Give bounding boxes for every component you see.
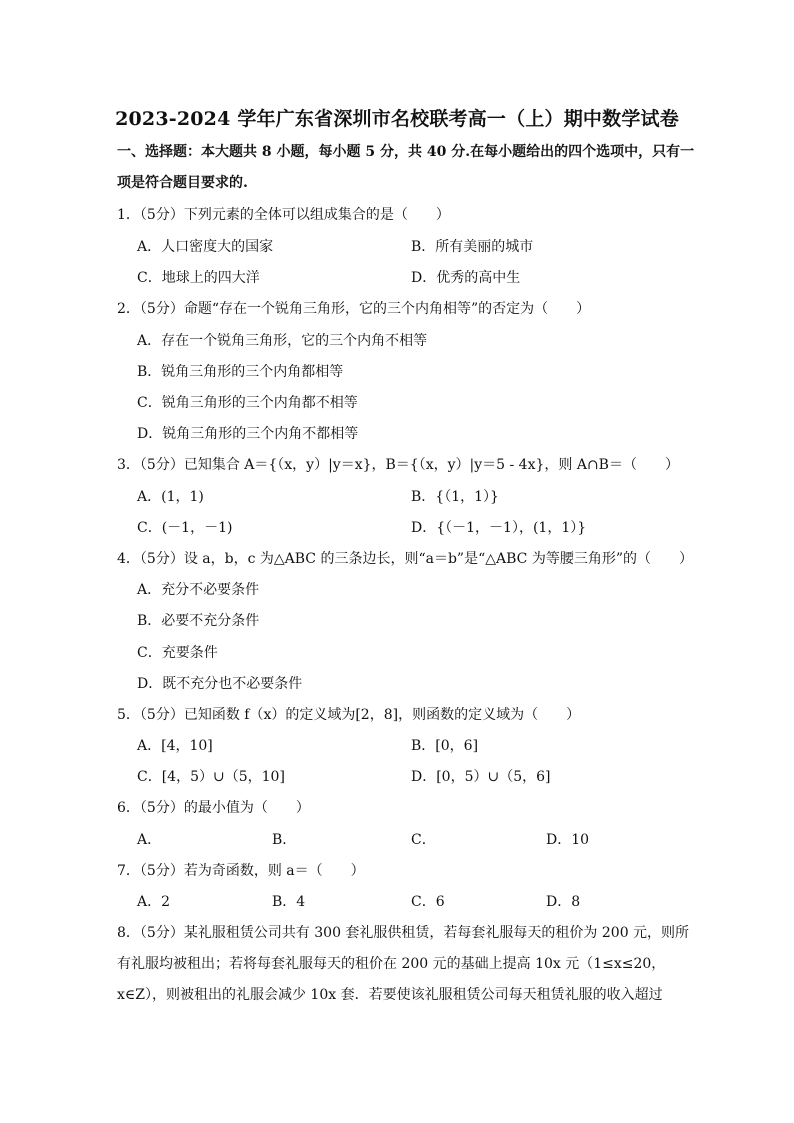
question-5-option-c: C．[4，5）∪（5，10] (137, 769, 285, 785)
question-5-stem: 5．（5分）已知函数 f（x）的定义域为[2，8]，则函数的定义域为（ ） (117, 707, 581, 723)
question-3-option-b: B．{（1，1）} (411, 489, 499, 505)
section-heading-line-1: 一、选择题：本大题共 8 小题，每小题 5 分，共 40 分.在每小题给出的四个选项中，只有一 (117, 144, 695, 160)
question-4-option-a: A．充分不必要条件 (137, 582, 260, 598)
question-6-option-d: D．10 (546, 832, 590, 848)
question-4-stem: 4．（5分）设 a，b，c 为△ABC 的三条边长，则“a＝b”是“△ABC 为等腰三角形”的（ ） (117, 551, 693, 567)
question-8-line-2: 有礼服均被租出；若将每套礼服每天的租价在 200 元的基础上提高 10x 元（1≤x≤20， (117, 956, 666, 972)
question-4-option-b: B．必要不充分条件 (137, 613, 260, 629)
question-1-option-d: D．优秀的高中生 (411, 270, 521, 286)
question-1-option-b: B．所有美丽的城市 (411, 239, 534, 255)
question-2-option-b: B．锐角三角形的三个内角都相等 (137, 364, 344, 380)
question-7-option-d: D．8 (546, 894, 581, 910)
question-6-stem: 6．（5分）的最小值为（ ） (117, 800, 310, 816)
question-7-option-b: B．4 (272, 894, 306, 910)
question-6-option-b: B． (272, 832, 297, 848)
question-8-stem (117, 918, 690, 1011)
question-8-line-3: x∈Z），则被租出的礼服会减少 10x 套．若要使该礼服租赁公司每天租赁礼服的收入超过 (117, 987, 663, 1003)
question-6-option-c: C． (411, 832, 436, 848)
question-2-option-d: D．锐角三角形的三个内角不都相等 (137, 426, 359, 442)
question-2-stem: 2．（5分）命题“存在一个锐角三角形，它的三个内角相等”的否定为（ ） (117, 301, 591, 317)
question-1-option-a: A．人口密度大的国家 (137, 239, 274, 255)
question-6-option-a: A． (137, 832, 162, 848)
question-3-option-c: C．(－1，－1) (137, 520, 233, 536)
question-5-option-d: D．[0，5）∪（5，6] (411, 769, 551, 785)
question-1-stem: 1．（5分）下列元素的全体可以组成集合的是（ ） (117, 207, 450, 223)
question-4-option-d: D．既不充分也不必要条件 (137, 676, 303, 692)
question-1-option-c: C．地球上的四大洋 (137, 270, 260, 286)
question-4-option-c: C．充要条件 (137, 645, 218, 661)
question-2-option-c: C．锐角三角形的三个内角都不相等 (137, 395, 358, 411)
section-heading (117, 137, 695, 199)
page-title: 2023-2024 学年广东省深圳市名校联考高一（上）期中数学试卷 (115, 108, 679, 130)
question-5-option-a: A．[4，10] (137, 738, 213, 754)
question-8-line-1: 8．（5分）某礼服租赁公司共有 300 套礼服供租赁，若每套礼服每天的租价为 200 元，则所 (117, 925, 690, 941)
question-7-option-c: C．6 (411, 894, 445, 910)
question-3-stem: 3．（5分）已知集合 A＝{（x，y）|y＝x}，B＝{（x，y）|y＝5 - 4x}，则 A∩B＝（ ） (117, 457, 679, 473)
question-2-option-a: A．存在一个锐角三角形，它的三个内角不相等 (137, 333, 428, 349)
section-heading-line-2: 项是符合题目要求的. (117, 175, 248, 191)
question-3-option-a: A．(1，1) (137, 489, 204, 505)
question-7-option-a: A．2 (137, 894, 171, 910)
question-3-option-d: D．{（－1，－1），(1，1）} (411, 520, 587, 536)
question-7-stem: 7．（5分）若为奇函数，则 a＝（ ） (117, 863, 365, 879)
question-5-option-b: B．[0，6] (411, 738, 479, 754)
